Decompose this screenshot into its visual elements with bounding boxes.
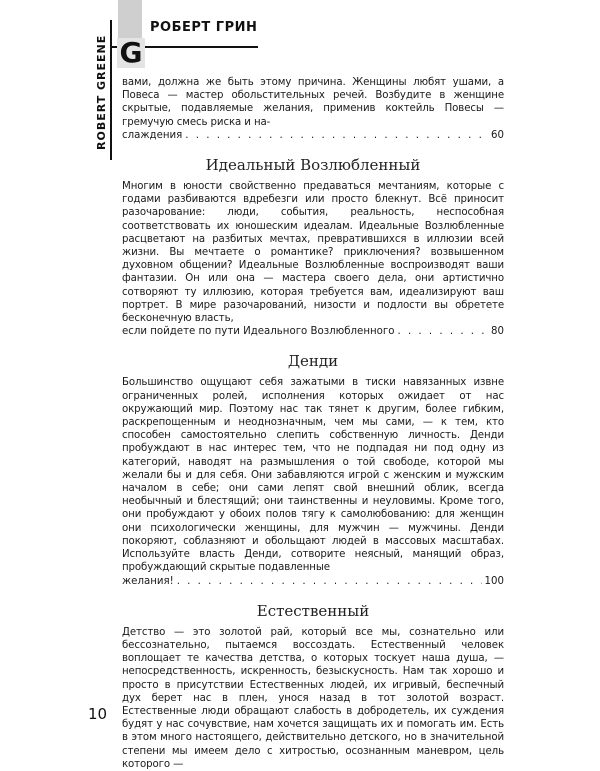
section-body: Детство — это золотой рай, который все мы, сознательно или бессознательно, пытаемся воссоздать. Естественный человек воплощает те качества детства, о которых тоскует наша душа, — непосредственность, искренность, безыскусность. Нам так хорошо и просто в присутствии Естественных людей, их игривый, беспечный дух берет нас в плен, унося назад в тот золотой возраст. Естественные люди обращают слабость в добродетель, их суждения будят у нас сочувствие, нам хочется защищать их и помогать им. Есть в этом много настоящего, действительно детского, но в значительной степени мы имеем дело с хитростью, осознанным маневром, цель которого — [122,626,504,770]
section-body: Многим в юности свойственно предаваться мечтаниям, которые с годами разбиваются вдребезги или просто блекнут. Всё приносит разочарование: люди, события, реальность, неспособная соответствовать их юношеским идеалам. Идеальные Возлюбленные расцветают на разбитых мечтах, превратившихся в иллюзии всей жизни. Вы мечтаете о романтике? приключения? возвышенном духовном общении? Идеальные Возлюбленные воспроизводят ваши фантазии. Он или она — мастера своего дела, они артистично сотворяют ту иллюзию, которая требуется вам, идеализируют ваш портрет. В мире разочарований, низости и подлости вы обретете бесконечную власть, [122,181,504,325]
side-author-label: ROBERT GREENE [95,34,108,150]
dot-leader [185,129,488,142]
toc-line-text: слаждения [122,129,183,141]
section-natural [122,602,504,771]
toc-line [122,129,504,142]
section-ideal-lover [122,156,504,338]
toc-page-number: 100 [484,575,504,587]
header-tab-letter: G [117,38,145,68]
dot-leader [177,575,482,588]
section-intro [122,76,504,142]
section-title: Денди [287,352,339,371]
section-body: Большинство ощущают себя зажатыми в тиски навязанных извне ограниченных ролей, исполнения которых ожидает от нас окружающий мир. Поэтому нас так тянет к другим, более гибким, раскрепощенным и неоднозначным, чем мы сами, — к тем, кто способен самостоятельно слепить собственную личность. Денди пробуждают в нас интерес тем, что не подпадая ни под одну из категорий, наводят на размышления о той свободе, которой мы желали бы и для себя. Они забавляются игрой с женским и мужским началом в себе; они сами лепят свой внешний облик, всегда необычный и блестящий; они таинственны и неуловимы. Кроме того, они пробуждают у обоих полов тягу к самолюбованию: для женщин они психологически женщины, для мужчин — мужчины. Денди покоряют, соблазняют и обольщают людей в массовых масштабах. Используйте власть Денди, сотворите неясный, манящий образ, пробуждающий скрытые подавленные [122,377,504,574]
toc-line [122,325,504,338]
dot-leader [397,325,488,338]
page-content [122,76,504,771]
page-number: 10 [88,705,108,723]
section-body: вами, должна же быть этому причина. Женщины любят ушами, а Повеса — мастер обольстительных речей. Возбудите в женщине скрытые, подавляемые желания, применив коктейль Повесы — гремучую смесь риска и на- [122,77,504,128]
toc-page-number: 60 [491,129,504,141]
section-dandy [122,352,504,587]
section-title: Естественный [256,601,370,620]
toc-line-text: желания! [122,575,174,587]
running-head: РОБЕРТ ГРИН [150,20,258,35]
toc-line [122,575,504,588]
section-title: Идеальный Возлюбленный [205,156,421,175]
toc-page-number: 80 [491,326,504,338]
toc-line-text: если пойдете по пути Идеального Возлюбленного [122,326,395,338]
header-vertical-rule [110,20,112,160]
